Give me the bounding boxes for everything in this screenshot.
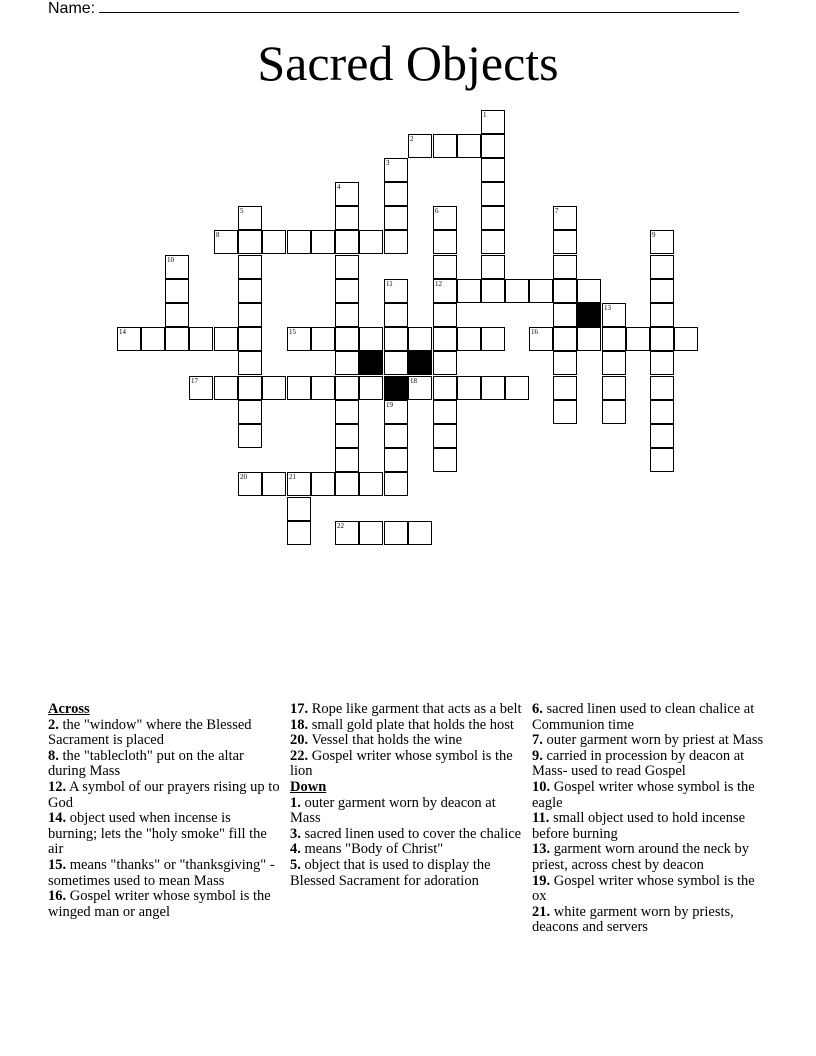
clue-number-label: 14. [48, 810, 67, 827]
clue [532, 842, 772, 873]
clue-number: 7 [555, 207, 559, 215]
grid-cell[interactable] [602, 303, 626, 327]
clue-number: 17 [191, 377, 198, 385]
grid-cell[interactable] [238, 303, 262, 327]
clue-number-label: 21. [532, 903, 551, 920]
clue-number-label: 1. [290, 794, 301, 811]
grid-cell[interactable] [481, 182, 505, 206]
grid-cell[interactable] [311, 327, 335, 351]
grid-cell[interactable] [650, 255, 674, 279]
across-header: Across [48, 701, 90, 717]
grid-cell[interactable] [481, 110, 505, 134]
clue [290, 718, 526, 734]
grid-cell[interactable] [214, 230, 238, 254]
clue-text: Gospel writer whose symbol is the lion [290, 747, 513, 780]
grid-cell[interactable] [481, 376, 505, 400]
grid-cell[interactable] [433, 255, 457, 279]
clue-number-label: 5. [290, 856, 301, 873]
grid-cell[interactable] [311, 472, 335, 496]
grid-cell[interactable] [650, 230, 674, 254]
clue-number-label: 18. [290, 716, 309, 733]
grid-cell[interactable] [311, 230, 335, 254]
clue-number: 5 [240, 207, 244, 215]
clue-text: white garment worn by priests, deacons and servers [532, 903, 734, 936]
grid-cell[interactable] [335, 400, 359, 424]
clue-number-label: 10. [532, 778, 551, 795]
clue-number: 4 [337, 183, 341, 191]
grid-cell[interactable] [287, 230, 311, 254]
grid-cell[interactable] [553, 351, 577, 375]
grid-cell[interactable] [384, 206, 408, 230]
down-header: Down [290, 778, 327, 795]
grid-cell[interactable] [384, 327, 408, 351]
clue-text: outer garment worn by priest at Mass [542, 732, 764, 749]
grid-cell[interactable] [481, 255, 505, 279]
clue-number: 12 [435, 280, 442, 288]
grid-cell[interactable] [384, 472, 408, 496]
clue-number-label: 12. [48, 778, 67, 795]
grid-cell[interactable] [408, 134, 432, 158]
clue-column [290, 702, 526, 889]
grid-cell[interactable] [457, 279, 481, 303]
grid-cell[interactable] [384, 158, 408, 182]
clue-text: A symbol of our prayers rising up to God [48, 778, 280, 811]
grid-cell[interactable] [287, 497, 311, 521]
grid-cell[interactable] [238, 255, 262, 279]
grid-cell[interactable] [602, 351, 626, 375]
clue-number-label: 13. [532, 841, 551, 858]
grid-cell[interactable] [408, 521, 432, 545]
grid-cell[interactable] [238, 230, 262, 254]
grid-cell[interactable] [408, 376, 432, 400]
clue-number-label: 22. [290, 747, 309, 764]
grid-cell[interactable] [335, 182, 359, 206]
grid-cell[interactable] [433, 134, 457, 158]
grid-cell[interactable] [553, 303, 577, 327]
grid-cell[interactable] [189, 376, 213, 400]
grid-cell[interactable] [457, 376, 481, 400]
grid-cell[interactable] [650, 400, 674, 424]
grid-cell[interactable] [238, 206, 262, 230]
grid-cell[interactable] [650, 351, 674, 375]
grid-cell[interactable] [359, 327, 383, 351]
clue-number-label: 15. [48, 856, 67, 873]
grid-cell[interactable] [359, 521, 383, 545]
clue [290, 842, 526, 858]
clue-number: 11 [386, 280, 393, 288]
grid-cell[interactable] [238, 351, 262, 375]
clue [48, 780, 280, 811]
grid-cell[interactable] [384, 448, 408, 472]
clue-text: the "tablecloth" put on the altar during Mass [48, 747, 244, 780]
grid-cell[interactable] [238, 400, 262, 424]
clue-number-label: 8. [48, 747, 59, 764]
clue-number-label: 11. [532, 810, 550, 827]
clue-number-label: 16. [48, 888, 67, 905]
clue [48, 749, 280, 780]
clue-number: 3 [386, 159, 390, 167]
grid-cell[interactable] [238, 327, 262, 351]
clue-number: 9 [652, 231, 656, 239]
grid-cell[interactable] [384, 303, 408, 327]
clue [290, 858, 526, 889]
grid-cell[interactable] [335, 303, 359, 327]
black-square [359, 351, 383, 375]
clue-text: sacred linen used to cover the chalice [300, 825, 522, 842]
clue-number-label: 9. [532, 747, 543, 764]
grid-cell[interactable] [553, 376, 577, 400]
grid-cell[interactable] [384, 182, 408, 206]
grid-cell[interactable] [238, 279, 262, 303]
clue [532, 905, 772, 936]
grid-cell[interactable] [481, 327, 505, 351]
clue-text: means "Body of Christ" [300, 841, 444, 858]
clue-number: 20 [240, 473, 247, 481]
clue-number-label: 20. [290, 732, 309, 749]
grid-cell[interactable] [214, 376, 238, 400]
grid-cell[interactable] [311, 376, 335, 400]
black-square [384, 376, 408, 400]
grid-cell[interactable] [553, 400, 577, 424]
grid-cell[interactable] [553, 327, 577, 351]
grid-cell[interactable] [650, 327, 674, 351]
grid-cell[interactable] [481, 206, 505, 230]
grid-cell[interactable] [335, 255, 359, 279]
grid-cell[interactable] [287, 327, 311, 351]
clue-number: 18 [410, 377, 417, 385]
grid-cell[interactable] [165, 303, 189, 327]
clue-number: 15 [289, 328, 296, 336]
clue-text: the "window" where the Blessed Sacrament is placed [48, 716, 252, 749]
clue [532, 780, 772, 811]
clue-number-label: 17. [290, 701, 309, 717]
clue-number-label: 3. [290, 825, 301, 842]
grid-cell[interactable] [553, 206, 577, 230]
grid-cell[interactable] [650, 279, 674, 303]
grid-cell[interactable] [457, 134, 481, 158]
grid-cell[interactable] [165, 279, 189, 303]
clue [532, 811, 772, 842]
grid-cell[interactable] [384, 400, 408, 424]
clue-text: means "thanks" or "thanksgiving" - sometimes used to mean Mass [48, 856, 275, 889]
clue-number: 19 [386, 401, 393, 409]
clue [48, 718, 280, 749]
grid-cell[interactable] [335, 472, 359, 496]
clue-number: 21 [289, 473, 296, 481]
grid-cell[interactable] [650, 448, 674, 472]
grid-cell[interactable] [602, 376, 626, 400]
clue [532, 874, 772, 905]
grid-cell[interactable] [433, 303, 457, 327]
grid-cell[interactable] [553, 255, 577, 279]
grid-cell[interactable] [262, 472, 286, 496]
grid-cell[interactable] [505, 279, 529, 303]
grid-cell[interactable] [287, 472, 311, 496]
clue-text: Gospel writer whose symbol is the winged man or angel [48, 888, 271, 920]
clue-number: 6 [435, 207, 439, 215]
clue-number-label: 2. [48, 716, 59, 733]
grid-cell[interactable] [577, 327, 601, 351]
grid-cell[interactable] [335, 327, 359, 351]
grid-cell[interactable] [577, 279, 601, 303]
grid-cell[interactable] [650, 303, 674, 327]
grid-cell[interactable] [335, 230, 359, 254]
grid-cell[interactable] [529, 279, 553, 303]
grid-cell[interactable] [481, 134, 505, 158]
grid-cell[interactable] [117, 327, 141, 351]
grid-cell[interactable] [165, 255, 189, 279]
grid-cell[interactable] [141, 327, 165, 351]
grid-cell[interactable] [335, 351, 359, 375]
grid-cell[interactable] [384, 351, 408, 375]
clue [48, 858, 280, 889]
grid-cell[interactable] [238, 376, 262, 400]
clue-column [48, 702, 280, 920]
grid-cell[interactable] [674, 327, 698, 351]
grid-cell[interactable] [433, 230, 457, 254]
name-underline[interactable] [99, 0, 739, 13]
clue-number: 14 [119, 328, 126, 336]
grid-cell[interactable] [189, 327, 213, 351]
grid-cell[interactable] [505, 376, 529, 400]
clue [532, 733, 772, 749]
grid-cell[interactable] [214, 327, 238, 351]
clue [48, 811, 280, 858]
clue-text: Rope like garment that acts as a belt [308, 701, 522, 717]
grid-cell[interactable] [335, 424, 359, 448]
grid-cell[interactable] [335, 521, 359, 545]
grid-cell[interactable] [384, 279, 408, 303]
grid-cell[interactable] [359, 230, 383, 254]
grid-cell[interactable] [359, 472, 383, 496]
clue [290, 733, 526, 749]
grid-cell[interactable] [262, 376, 286, 400]
grid-cell[interactable] [384, 521, 408, 545]
grid-cell[interactable] [408, 327, 432, 351]
grid-cell[interactable] [287, 521, 311, 545]
grid-cell[interactable] [481, 158, 505, 182]
clue-text: carried in procession by deacon at Mass- used to read Gospel [532, 747, 745, 780]
grid-cell[interactable] [335, 448, 359, 472]
grid-cell[interactable] [433, 424, 457, 448]
clue [290, 702, 526, 718]
grid-cell[interactable] [433, 376, 457, 400]
grid-cell[interactable] [335, 206, 359, 230]
clue-text: sacred linen used to clean chalice at Communion time [532, 701, 755, 733]
clue-number-label: 6. [532, 701, 543, 717]
clue-number-label: 19. [532, 872, 551, 889]
clue-number: 2 [410, 135, 414, 143]
clue-text: Gospel writer whose symbol is the ox [532, 872, 755, 905]
grid-cell[interactable] [335, 279, 359, 303]
puzzle-title: Sacred Objects [257, 35, 559, 91]
grid-cell[interactable] [457, 327, 481, 351]
clue-number: 16 [531, 328, 538, 336]
grid-cell[interactable] [165, 327, 189, 351]
clue [290, 827, 526, 843]
grid-cell[interactable] [238, 424, 262, 448]
grid-cell[interactable] [433, 448, 457, 472]
clue [532, 702, 772, 733]
grid-cell[interactable] [481, 230, 505, 254]
grid-cell[interactable] [650, 376, 674, 400]
clue-number: 22 [337, 522, 344, 530]
grid-cell[interactable] [262, 230, 286, 254]
clue [48, 889, 280, 920]
clue-text: garment worn around the neck by priest, across chest by deacon [532, 841, 750, 873]
grid-cell[interactable] [481, 279, 505, 303]
grid-cell[interactable] [433, 327, 457, 351]
grid-cell[interactable] [650, 424, 674, 448]
clue-text: Gospel writer whose symbol is the eagle [532, 778, 755, 811]
grid-cell[interactable] [433, 206, 457, 230]
clue-text: Vessel that holds the wine [308, 732, 463, 749]
grid-cell[interactable] [553, 230, 577, 254]
grid-cell[interactable] [529, 327, 553, 351]
clue-number: 10 [167, 256, 174, 264]
clue-column [532, 702, 772, 936]
clue-number-label: 4. [290, 841, 301, 858]
grid-cell[interactable] [384, 424, 408, 448]
grid-cell[interactable] [433, 400, 457, 424]
grid-cell[interactable] [433, 351, 457, 375]
clue-number-label: 7. [532, 732, 543, 749]
name-label: Name: [48, 0, 96, 17]
grid-cell[interactable] [602, 327, 626, 351]
clue-text: small object used to hold incense before burning [532, 810, 746, 842]
clue-text: outer garment worn by deacon at Mass [290, 794, 496, 827]
grid-cell[interactable] [553, 279, 577, 303]
clue-number: 1 [483, 111, 487, 119]
clue-text: small gold plate that holds the host [308, 716, 514, 733]
clue [532, 749, 772, 780]
clue-text: object used when incense is burning; lets the "holy smoke" fill the air [48, 810, 267, 858]
clue-text: object that is used to display the Blessed Sacrament for adoration [290, 856, 491, 889]
grid-cell[interactable] [626, 327, 650, 351]
grid-cell[interactable] [238, 472, 262, 496]
grid-cell[interactable] [287, 376, 311, 400]
clue-number: 13 [604, 304, 611, 312]
clue-number: 8 [216, 231, 220, 239]
grid-cell[interactable] [359, 376, 383, 400]
grid-cell[interactable] [433, 279, 457, 303]
grid-cell[interactable] [602, 400, 626, 424]
grid-cell[interactable] [335, 376, 359, 400]
black-square [577, 303, 601, 327]
grid-cell[interactable] [384, 230, 408, 254]
clue [290, 796, 526, 827]
name-field[interactable] [48, 0, 739, 18]
black-square [408, 351, 432, 375]
clue [290, 749, 526, 780]
